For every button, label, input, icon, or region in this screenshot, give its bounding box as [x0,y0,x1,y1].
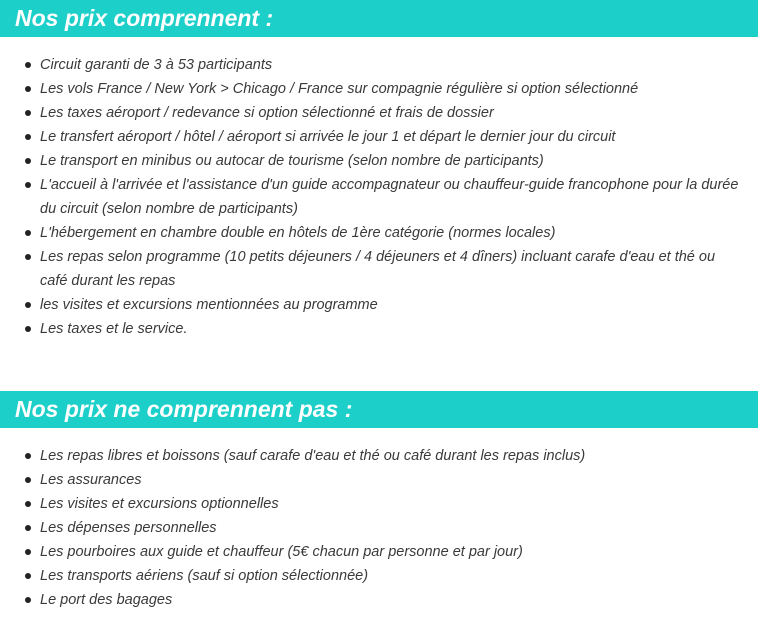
bullet-icon [25,158,31,164]
list-item-text: L'hébergement en chambre double en hôtels de 1ère catégorie (normes locales) [40,225,556,241]
list-item [0,245,758,293]
bullet-icon [25,302,31,308]
list-item [0,516,758,540]
list-item-text: les visites et excursions mentionnées au programme [40,297,378,313]
list-item [0,101,758,125]
list-item [0,53,758,77]
list-item [0,444,758,468]
list-item [0,564,758,588]
bullet-icon [25,134,31,140]
list-item-text: Les taxes aéroport / redevance si option sélectionné et frais de dossier [40,105,494,121]
bullet-icon [25,326,31,332]
bullet-icon [25,573,31,579]
list-item [0,77,758,101]
bullet-icon [25,230,31,236]
included-list [0,53,758,341]
list-item [0,221,758,245]
bullet-icon [25,525,31,531]
included-section-title: Nos prix comprennent : [0,0,758,37]
bullet-icon [25,254,31,260]
list-item-text: Les dépenses personnelles [40,520,217,536]
list-item [0,492,758,516]
list-item-text: Les repas libres et boissons (sauf carafe d'eau et thé ou café durant les repas inclus) [40,448,586,464]
list-item-text: Circuit garanti de 3 à 53 participants [40,57,273,73]
list-item-text: L'accueil à l'arrivée et l'assistance d'un guide accompagnateur ou chauffeur-guide francophone pour la durée du circuit (selon nombre de participants) [40,177,739,217]
list-item [0,293,758,317]
bullet-icon [25,86,31,92]
list-item-text: Les pourboires aux guide et chauffeur (5€ chacun par personne et par jour) [40,544,523,560]
bullet-icon [25,501,31,507]
list-item-text: Le transfert aéroport / hôtel / aéroport si arrivée le jour 1 et départ le dernier jour du circuit [40,129,616,145]
bullet-icon [25,62,31,68]
list-item-text: Les transports aériens (sauf si option sélectionnée) [40,568,369,584]
list-item-text: Les repas selon programme (10 petits déjeuners / 4 déjeuners et 4 dîners) incluant carafe d'eau et thé ou café durant les repas [40,249,716,289]
list-item [0,149,758,173]
bullet-icon [25,453,31,459]
list-item-text: Le transport en minibus ou autocar de tourisme (selon nombre de participants) [40,153,544,169]
list-item-text: Les assurances [40,472,142,488]
bullet-icon [25,549,31,555]
list-item [0,468,758,492]
bullet-icon [25,110,31,116]
excluded-list [0,444,758,612]
list-item [0,588,758,612]
list-item-text: Les vols France / New York > Chicago / France sur compagnie régulière si option sélectionné [40,81,639,97]
list-item-text: Les taxes et le service. [40,321,188,337]
bullet-icon [25,597,31,603]
list-item [0,173,758,221]
bullet-icon [25,182,31,188]
excluded-section-title: Nos prix ne comprennent pas : [0,391,758,428]
list-item [0,540,758,564]
list-item [0,317,758,341]
list-item [0,125,758,149]
list-item-text: Les visites et excursions optionnelles [40,496,279,512]
bullet-icon [25,477,31,483]
list-item-text: Le port des bagages [40,592,173,608]
